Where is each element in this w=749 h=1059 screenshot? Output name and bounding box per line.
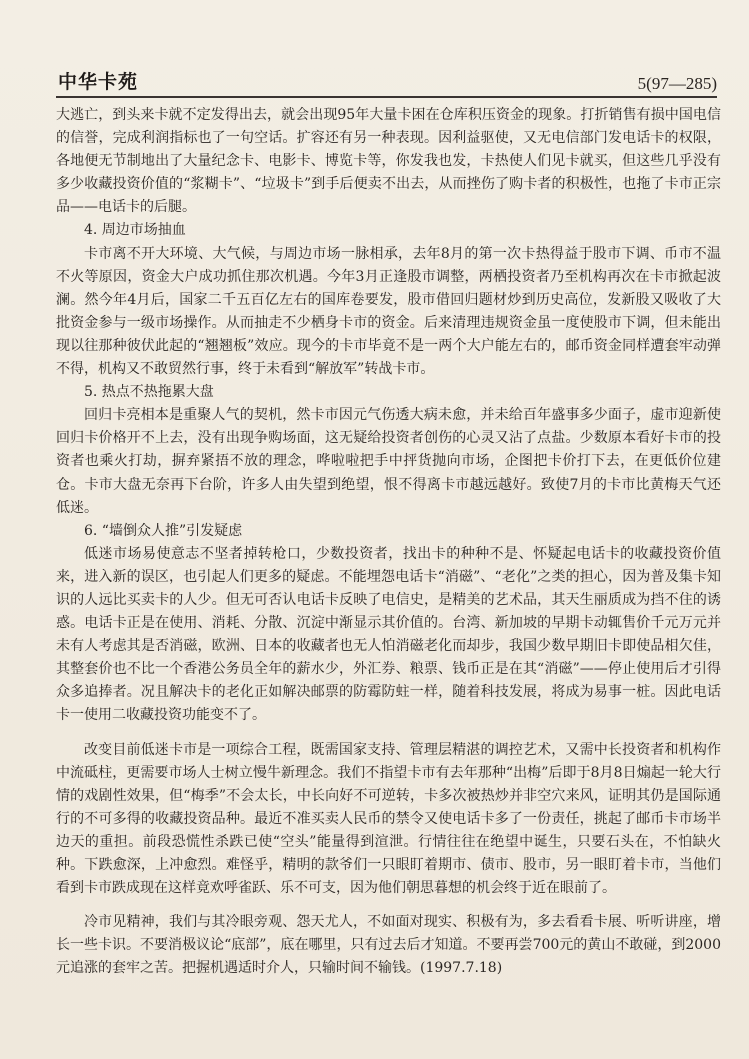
article-body <box>56 104 721 980</box>
paragraph-4: 卡市离不开大环境、大气候，与周边市场一脉相承，去年8月的第一次卡热得益于股市下调、币市不温不火等原因，资金大户成功抓住那次机遇。今年3月正逢股市调整，两栖投资者乃至机构再次在卡市掀起波澜。然今年4月后，国家二千五百亿左右的国库卷要发，股市借回归题材炒到历史高位，发新股又吸收了大批资金参与一级市场操作。从而抽走不少栖身卡市的资金。后来清理违规资金虽一度使股市下调，但未能出现以往那种彼伏此起的“翘翘板”效应。现今的卡市毕竟不是一两个大户能左右的，邮币资金同样遭套牢动弹不得，机构又不敢贸然行事，终于未看到“解放军”转战卡市。 <box>56 245 721 378</box>
paragraph-6: 低迷市场易使意志不坚者掉转枪口，少数投资者，找出卡的种种不是、怀疑起电话卡的收藏投资价值来，进入新的误区，也引起人们更多的疑虑。不能埋怨电话卡“消磁”、“老化”之类的担心，因为普及集卡知识的人远比买卖卡的人少。但无可否认电话卡反映了电信史，是精美的艺术品，其天生丽质成为挡不住的诱惑。电话卡正是在使用、消耗、分散、沉淀中渐显示其价值的。台湾、新加坡的早期卡动辄售价千元万元并未有人考虑其是否消磁，欧洲、日本的收藏者也无人怕消磁老化而却步，我国少数早期旧卡即使品相欠佳，其整套价也不比一个香港公务员全年的薪水少，外汇券、粮票、钱币正是在其“消磁”——停止使用后才引得众多追捧者。况且解决卡的老化正如解决邮票的防霉防蛀一样，随着科技发展，将成为易事一桩。因此电话卡一使用二收藏投资功能变不了。 <box>56 545 721 724</box>
header-rule <box>56 96 717 98</box>
page-header <box>58 64 717 94</box>
journal-title: 中华卡苑 <box>58 71 139 93</box>
paragraph-5: 回归卡亮相本是重聚人气的契机，然卡市因元气伤透大病未愈，并未给百年盛事多少面子，虚市迎新使回归卡价格开不上去，没有出现争购场面，这无疑给投资者创伤的心灵又沾了点盐。少数原本看好卡市的投资者也乘火打劫，摒弃紧捂不放的理念，哗啦啦把手中抨货抛向市场，企图把卡价打下去，在更低价位建仓。卡市大盘无奈再下台阶，许多人由失望到绝望，恨不得离卡市越远越好。致使7月的卡市比黄梅天气还低迷。 <box>56 407 721 516</box>
paragraph-continued: 大逃亡，到头来卡就不定发得出去，就会出现95年大量卡困在仓库积压资金的现象。打折销售有损中国电信的信誉，完成利润指标也了一句空话。扩容还有另一种表现。因利益驱使，又无电信部门发电话卡的权限，各地便无节制地出了大量纪念卡、电影卡、博览卡等，你发我也发，卡热使人们见卡就买，但这些几乎没有多少收藏投资价值的“浆糊卡”、“垃圾卡”到手后便卖不出去，从而挫伤了购卡者的积极性，也拖了卡市正宗品——电话卡的后腿。 <box>56 107 721 216</box>
section-heading-5: 5. 热点不热拖累大盘 <box>84 384 214 401</box>
paragraph-7: 改变目前低迷卡市是一项综合工程，既需国家支持、管理层精湛的调控艺术，又需中长投资者和机构作中流砥柱，更需要市场人士树立慢牛新理念。我们不指望卡市有去年那种“出梅”后即于8月8日煽起一轮大行情的戏剧性效果，但“梅季”不会太长，中长向好不可逆转，卡多次被热炒并非空穴来风，证明其仍是国际通行的不可多得的收藏投资品种。最近不准买卖人民币的禁令又使电话卡多了一份责任，挑起了邮币卡市场半边天的重担。前段恐慌性杀跌已使“空头”能量得到渲泄。行情往往在绝望中诞生，只要石头在，不怕缺火种。下跌愈深，上冲愈烈。难怪乎，精明的款爷们一只眼盯着期市、债市、股市，另一眼盯着卡市，当他们看到卡市跌成现在这样竟欢呼雀跃、乐不可支，因为他们朝思暮想的机会终于近在眼前了。 <box>56 741 721 897</box>
paragraph-8: 冷市见精神，我们与其冷眼旁观、怨天尤人，不如面对现实、积极有为，多去看看卡展、听听讲座，增长一些卡识。不要消极议论“底部”，底在哪里，只有过去后才知道。不要再尝700元的黄山不敢碰，到2000元追涨的套牢之苦。把握机遇适时介人，只输时间不输钱。(1997.7.18) <box>56 914 721 977</box>
section-heading-4: 4. 周边市场抽血 <box>84 222 186 239</box>
issue-number: 5(97—285) <box>637 74 717 93</box>
section-heading-6: 6. “墙倒众人推”引发疑虑 <box>84 522 243 539</box>
